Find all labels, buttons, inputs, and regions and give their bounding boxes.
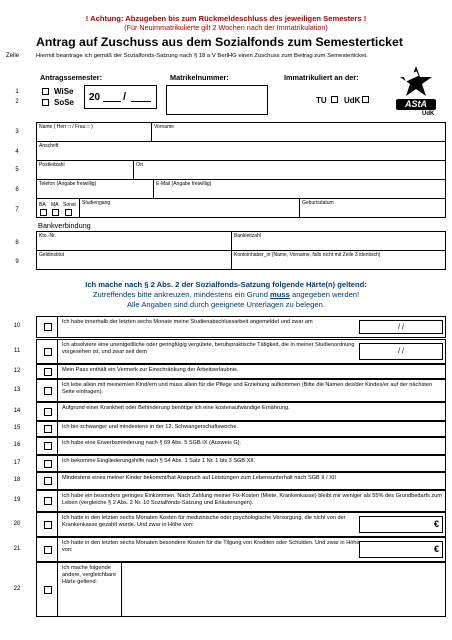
haerte-row-number: 22 bbox=[13, 585, 21, 592]
divider bbox=[231, 251, 232, 269]
haerte-row-number: 13 bbox=[13, 386, 21, 393]
sonst-checkbox[interactable] bbox=[65, 209, 72, 216]
kto-label: Kto.-Nr. bbox=[39, 233, 56, 239]
haerte-checkbox[interactable] bbox=[44, 323, 52, 331]
bank-row-1 bbox=[36, 231, 446, 251]
divider bbox=[79, 199, 80, 217]
divider bbox=[57, 422, 58, 436]
wise-label: WiSe bbox=[54, 87, 74, 96]
divider bbox=[57, 403, 58, 420]
haerte-row-number: 10 bbox=[13, 323, 21, 329]
study-row bbox=[36, 198, 446, 218]
row-number: 5 bbox=[15, 167, 19, 173]
zeile-label: Zeile bbox=[6, 53, 20, 59]
haerte-proof-note: Alle Angaben sind durch geeignete Unterlagen zu belegen. bbox=[126, 300, 325, 309]
haerte-text: Aufgrund einer Krankheit oder Behinderung benötige ich eine kostenaufwändige Ernährung. bbox=[62, 405, 290, 411]
haerte-date-field[interactable]: / / bbox=[359, 343, 443, 360]
haerte-row bbox=[36, 472, 446, 490]
divider bbox=[57, 365, 58, 378]
ort-label: Ort bbox=[136, 162, 143, 168]
haerte-checkbox[interactable] bbox=[44, 477, 52, 485]
semester-year-prefix: 20 bbox=[89, 92, 101, 103]
haerte-checkbox[interactable] bbox=[44, 460, 52, 468]
divider bbox=[57, 563, 58, 616]
sose-label: SoSe bbox=[54, 98, 75, 107]
divider bbox=[57, 513, 58, 536]
haerte-checkbox[interactable] bbox=[44, 408, 52, 416]
haerte-instructions: Zutreffendes bitte ankreuzen, mindestens ein Grund muss angegeben werden! bbox=[92, 290, 360, 299]
haerte-row bbox=[36, 402, 446, 421]
row-number: 9 bbox=[15, 259, 19, 265]
haerte-row bbox=[36, 364, 446, 379]
haerte-row-number: 14 bbox=[13, 407, 21, 414]
kontoinhaber-label: Kontoinhaber_in (Name, Vorname, falls nicht mit Zeile 3 identisch) bbox=[234, 252, 381, 258]
haerte-row bbox=[36, 490, 446, 512]
haerte-checkbox[interactable] bbox=[44, 546, 52, 554]
sose-checkbox[interactable] bbox=[42, 99, 49, 106]
haerte-row-number: 20 bbox=[13, 520, 21, 527]
haerte-row-number: 21 bbox=[13, 545, 21, 552]
haerte-checkbox[interactable] bbox=[44, 586, 52, 594]
row-number: 4 bbox=[15, 149, 19, 155]
haerte-text: Ich bekomme Eingliederungshilfe nach § 54 Abs. 1 Satz 1 Nr. 1 bis 3 SGB XII. bbox=[62, 458, 256, 464]
haerte-checkbox[interactable] bbox=[44, 497, 52, 505]
haerte-row bbox=[36, 379, 446, 402]
haerte-row bbox=[36, 512, 446, 537]
haerte-date-field[interactable]: / / bbox=[359, 320, 443, 334]
haerte-text: Ich mache folgende andere, vergleichbare Härte geltend: bbox=[62, 565, 117, 585]
ma-checkbox[interactable] bbox=[52, 209, 59, 216]
semester-label: Antragssemester: bbox=[40, 73, 103, 82]
matrikel-label: Matrikelnummer: bbox=[170, 73, 229, 82]
udk-label: UdK bbox=[344, 96, 361, 105]
tu-checkbox[interactable] bbox=[331, 96, 338, 103]
haerte-text: Mindestens eines meiner Kinder bekommt/hat Anspruch auf Leistungen zum Lebensunterhalt nach SGB II / XII bbox=[62, 475, 336, 481]
haerte-row bbox=[36, 339, 446, 364]
haerte-row-number: 18 bbox=[13, 477, 21, 483]
haerte-row bbox=[36, 437, 446, 455]
ba-label: BA bbox=[39, 202, 46, 208]
haerte-row bbox=[36, 455, 446, 472]
asta-logo bbox=[394, 64, 438, 120]
ma-label: MA bbox=[51, 202, 59, 208]
bank-row-2 bbox=[36, 250, 446, 270]
email-label: E-Mail (Angabe freiwillig) bbox=[156, 181, 212, 187]
sonst-label: Sonst bbox=[63, 202, 76, 208]
divider bbox=[57, 380, 58, 401]
bankverbindung-label: Bankverbindung bbox=[38, 221, 91, 230]
row-number: 2 bbox=[15, 99, 19, 105]
notice-deadline: ! Achtung: Abzugeben bis zum Rückmeldeschluss des jeweiligen Semesters ! bbox=[85, 14, 367, 23]
vorname-label: Vorname bbox=[154, 124, 175, 130]
divider bbox=[151, 123, 152, 141]
haerte-text: Mein Pass enthält ein Vermerk zur Einschränkung der Arbeitserlaubnis. bbox=[62, 367, 239, 373]
haerte-row bbox=[36, 537, 446, 562]
divider bbox=[133, 161, 134, 179]
divider bbox=[57, 340, 58, 363]
page-title: Antrag auf Zuschuss aus dem Sozialfonds zum Semesterticket bbox=[36, 35, 403, 49]
blz-label: Bankleitzahl bbox=[234, 233, 261, 239]
geburtsdatum-label: Geburtsdatum bbox=[302, 200, 334, 206]
studiengang-label: Studiengang bbox=[82, 200, 111, 206]
haerte-row-number: 19 bbox=[13, 497, 21, 503]
haerte-amount-field[interactable] bbox=[359, 516, 443, 533]
haerte-heading: Ich mache nach § 2 Abs. 2 der Sozialfonds-Satzung folgende Härte(n) geltend: bbox=[85, 280, 367, 289]
asta-text: AStA bbox=[405, 99, 427, 109]
haerte-text: Ich absolviere eine unentgeltliche oder geringfügig vergütete, berufspraktische Tätigkeit, die in meiner Studienordnung vorgesehen ist, und zwar seit dem bbox=[62, 342, 355, 355]
row-number: 6 bbox=[15, 187, 19, 193]
matrikel-field[interactable] bbox=[166, 85, 268, 115]
notice-new-students: (Für Neuimmatrikulierte gilt 2 Wochen nach der Immatrikulation) bbox=[124, 23, 328, 32]
haerte-checkbox[interactable] bbox=[44, 442, 52, 450]
haerte-checkbox[interactable] bbox=[44, 348, 52, 356]
haerte-row bbox=[36, 421, 446, 437]
udk-checkbox[interactable] bbox=[362, 96, 369, 103]
geldinstitut-label: Geldinstitut bbox=[39, 252, 65, 258]
haerte-checkbox[interactable] bbox=[44, 425, 52, 433]
divider bbox=[57, 438, 58, 454]
divider bbox=[57, 456, 58, 471]
semester-year-field[interactable] bbox=[84, 85, 157, 109]
haerte-text: Ich habe innerhalb der letzten sechs Monate meine Studienabschlussarbeit angemeldet und zwar am bbox=[62, 319, 313, 325]
divider bbox=[57, 491, 58, 511]
haerte-row bbox=[36, 316, 446, 338]
haerte-row-number: 15 bbox=[13, 425, 21, 431]
asta-sub: UdK bbox=[422, 111, 435, 117]
haerte-amount-field[interactable] bbox=[359, 541, 443, 558]
haerte-checkbox[interactable] bbox=[44, 387, 52, 395]
haerte-row-number: 11 bbox=[13, 347, 21, 354]
divider bbox=[57, 317, 58, 337]
haerte-row bbox=[36, 562, 446, 617]
ba-checkbox[interactable] bbox=[40, 209, 47, 216]
divider bbox=[57, 538, 58, 561]
haerte-text: Ich habe eine Erwerbsminderung nach § 69 Abs. 5 SGB IX (Ausweis G). bbox=[62, 440, 242, 446]
plz-label: Postleitzahl bbox=[39, 162, 65, 168]
haerte-text: Ich hatte in den letzten sechs Monaten besondere Kosten für die Tilgung von Krediten oder Schulden. Und zwar in Höhe von: bbox=[62, 540, 360, 553]
haerte-row-number: 17 bbox=[13, 459, 21, 466]
haerte-row-number: 16 bbox=[13, 442, 21, 448]
tu-label: TU bbox=[316, 96, 327, 105]
divider bbox=[231, 232, 232, 250]
divider bbox=[153, 180, 154, 198]
divider bbox=[57, 473, 58, 489]
haerte-row-number: 12 bbox=[13, 367, 21, 374]
row-number: 3 bbox=[15, 129, 19, 135]
haerte-text: Ich habe ein besonders geringes Einkommen. Nach Zahlung meiner Fix-Kosten (Miete, Krankenkasse) bleibt mir weniger als 55% des Grundbedarfs zum Leben (vergleiche § 2 Abs. 2 Nr. 10 Sozialfonds-Satzung und Erläuterungen). bbox=[62, 493, 442, 506]
haerte-text: Ich bin schwanger und mindestens in der 12. Schwangerschaftswoche. bbox=[62, 424, 238, 430]
contact-row bbox=[36, 179, 446, 199]
year-blank-2 bbox=[131, 101, 151, 102]
haerte-checkbox[interactable] bbox=[44, 368, 52, 376]
euro-symbol: € bbox=[433, 519, 439, 529]
year-blank-1 bbox=[103, 101, 121, 102]
row-number: 1 bbox=[15, 89, 19, 95]
euro-symbol: € bbox=[433, 544, 439, 554]
haerte-text: Ich lebe allein mit meinem/en Kind/ern und muss allein für die Pflege und Erziehung aufkommen (Bitte die Namen des/der Kindes/er auf der nächsten Seite eintragen). bbox=[62, 382, 433, 395]
row-number: 8 bbox=[15, 240, 19, 246]
row-number: 7 bbox=[15, 207, 19, 213]
haerte-text: Ich hatte in den letzten sechs Monaten Kosten für medizinische oder psychologische Versorgung, die nicht von der Krankenkasse gezahlt wurde. Und zwar in Höhe von: bbox=[62, 515, 346, 528]
immatrikuliert-label: Immatrikuliert an der: bbox=[284, 73, 359, 82]
other-hardship-field[interactable] bbox=[121, 563, 122, 616]
divider bbox=[299, 199, 300, 217]
intro-text: Hiermit beantrage ich gemäß der Sozialfonds-Satzung nach § 18 a V BerlHG einen Zuschuss zum Beitrag zum Semesterticket. bbox=[36, 53, 368, 59]
name-label: Name ( Herr □ / Frau □ ) bbox=[39, 124, 93, 130]
name-row bbox=[36, 122, 446, 142]
plz-ort-row bbox=[36, 160, 446, 180]
wise-checkbox[interactable] bbox=[42, 88, 49, 95]
anschrift-label: Anschrift bbox=[39, 143, 59, 149]
haerte-checkbox[interactable] bbox=[44, 521, 52, 529]
telefon-label: Telefon (Angabe freiwillig) bbox=[39, 181, 97, 187]
anschrift-field[interactable] bbox=[36, 141, 446, 161]
year-separator: / bbox=[123, 91, 127, 103]
